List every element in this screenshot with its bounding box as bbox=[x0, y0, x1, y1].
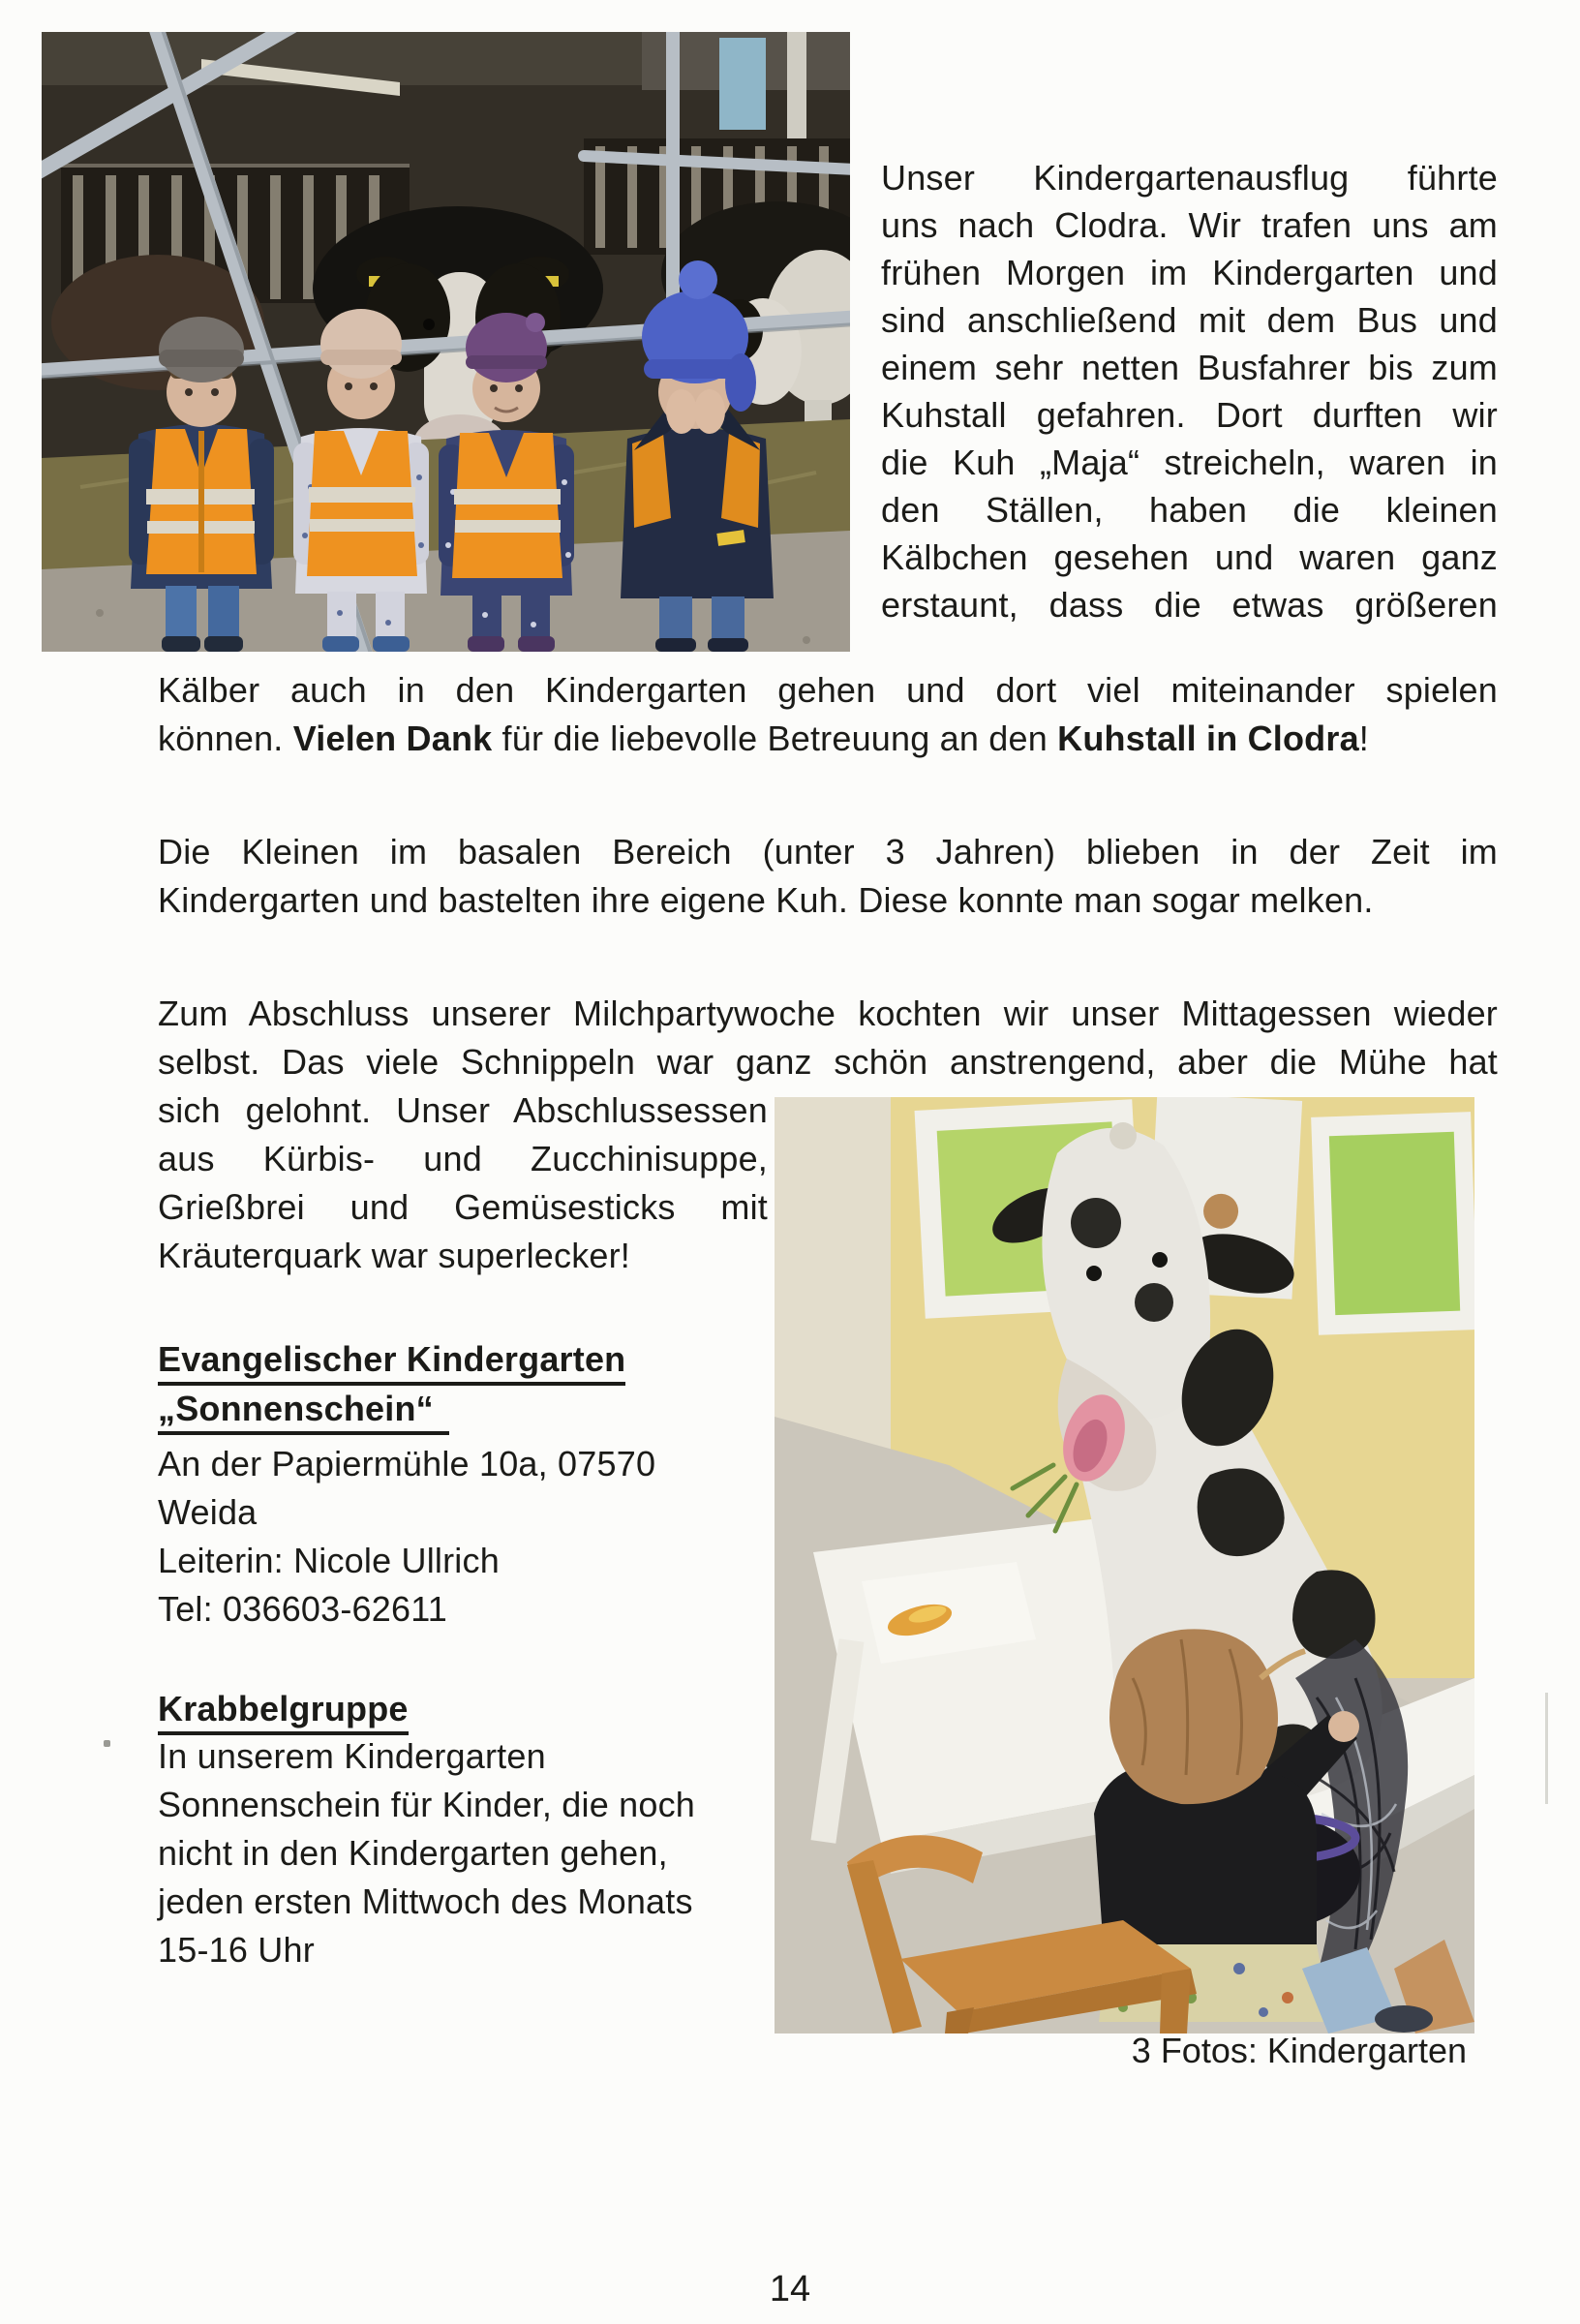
craft-cow-photo-art bbox=[775, 1097, 1474, 2034]
para-line: Grießbrei und Gemüsesticks mit bbox=[158, 1187, 768, 1227]
thanks-text: ! bbox=[1358, 719, 1369, 758]
photo-caption: 3 Fotos: Kindergarten bbox=[1131, 2031, 1467, 2070]
contact-heading-line1 bbox=[158, 1335, 625, 1383]
scan-artifact-line bbox=[1545, 1693, 1548, 1804]
krabbel-line: nicht in den Kindergarten gehen, bbox=[158, 1833, 668, 1873]
contact-heading-text: „Sonnenschein“ bbox=[158, 1390, 449, 1435]
intro-line: sind anschließend mit dem Bus und bbox=[881, 300, 1498, 340]
contact-address: An der Papiermühle 10a, 07570 bbox=[158, 1444, 656, 1483]
krabbel-line: jeden ersten Mittwoch des Monats bbox=[158, 1881, 693, 1921]
barn-photo-art bbox=[42, 32, 850, 652]
intro-line: den Ställen, haben die kleinen bbox=[881, 490, 1498, 530]
scan-artifact-speck bbox=[104, 1740, 110, 1747]
intro-line: Kuhstall gefahren. Dort durften wir bbox=[881, 395, 1498, 435]
contact-city: Weida bbox=[158, 1492, 258, 1532]
krabbelgruppe-heading-text: Krabbelgruppe bbox=[158, 1690, 409, 1735]
intro-line: frühen Morgen im Kindergarten und bbox=[881, 253, 1498, 292]
para-line: selbst. Das viele Schnippeln war ganz schön anstrengend, aber die Mühe hat bbox=[158, 1042, 1498, 1082]
thanks-text: können. bbox=[158, 719, 293, 758]
intro-line: Unser Kindergartenausflug führte bbox=[881, 158, 1498, 198]
intro-line: uns nach Clodra. Wir trafen uns am bbox=[881, 205, 1498, 245]
krabbel-line: Sonnenschein für Kinder, die noch bbox=[158, 1785, 695, 1824]
krabbel-line: 15-16 Uhr bbox=[158, 1930, 315, 1970]
thanks-line bbox=[158, 715, 1498, 763]
intro-line: die Kuh „Maja“ streicheln, waren in bbox=[881, 443, 1498, 482]
intro-line: erstaunt, dass die etwas größeren bbox=[881, 585, 1498, 625]
intro-line: Kälbchen gesehen und waren ganz bbox=[881, 537, 1498, 577]
thanks-text: für die liebevolle Betreuung an den bbox=[492, 719, 1058, 758]
krabbel-line: In unserem Kindergarten bbox=[158, 1736, 546, 1776]
intro-paragraph bbox=[881, 154, 1498, 628]
contact-heading-line2 bbox=[158, 1385, 449, 1432]
milchparty-left-column bbox=[158, 1086, 768, 1280]
para-line: aus Kürbis- und Zucchinisuppe, bbox=[158, 1139, 768, 1178]
para-line: sich gelohnt. Unser Abschlussessen bbox=[158, 1090, 768, 1130]
basal-paragraph bbox=[158, 828, 1498, 925]
contact-details bbox=[158, 1440, 777, 1634]
para-line: Kindergarten und bastelten ihre eigene Kuh. Diese konnte man sogar melken. bbox=[158, 880, 1374, 920]
intro-continuation bbox=[158, 666, 1498, 763]
intro-line: Kälber auch in den Kindergarten gehen und dort viel miteinander spielen bbox=[158, 670, 1498, 710]
para-line: Kräuterquark war superlecker! bbox=[158, 1236, 631, 1275]
contact-phone: Tel: 036603-62611 bbox=[158, 1589, 447, 1629]
intro-line: einem sehr netten Busfahrer bis zum bbox=[881, 348, 1498, 387]
krabbelgruppe-details bbox=[158, 1732, 797, 1974]
milchparty-paragraph bbox=[158, 990, 1498, 1086]
craft-cow-photo bbox=[775, 1097, 1474, 2034]
page-number: 14 bbox=[769, 2269, 811, 2309]
krabbelgruppe-heading bbox=[158, 1685, 409, 1732]
contact-leader: Leiterin: Nicole Ullrich bbox=[158, 1541, 500, 1580]
para-line: Die Kleinen im basalen Bereich (unter 3 Jahren) blieben in der Zeit im bbox=[158, 832, 1498, 872]
kuhstall-bold: Kuhstall in Clodra bbox=[1057, 719, 1359, 758]
barn-photo bbox=[42, 32, 850, 652]
para-line: Zum Abschluss unserer Milchpartywoche kochten wir unser Mittagessen wieder bbox=[158, 994, 1498, 1033]
contact-heading-text: Evangelischer Kindergarten bbox=[158, 1340, 625, 1386]
thanks-bold: Vielen Dank bbox=[292, 719, 493, 758]
